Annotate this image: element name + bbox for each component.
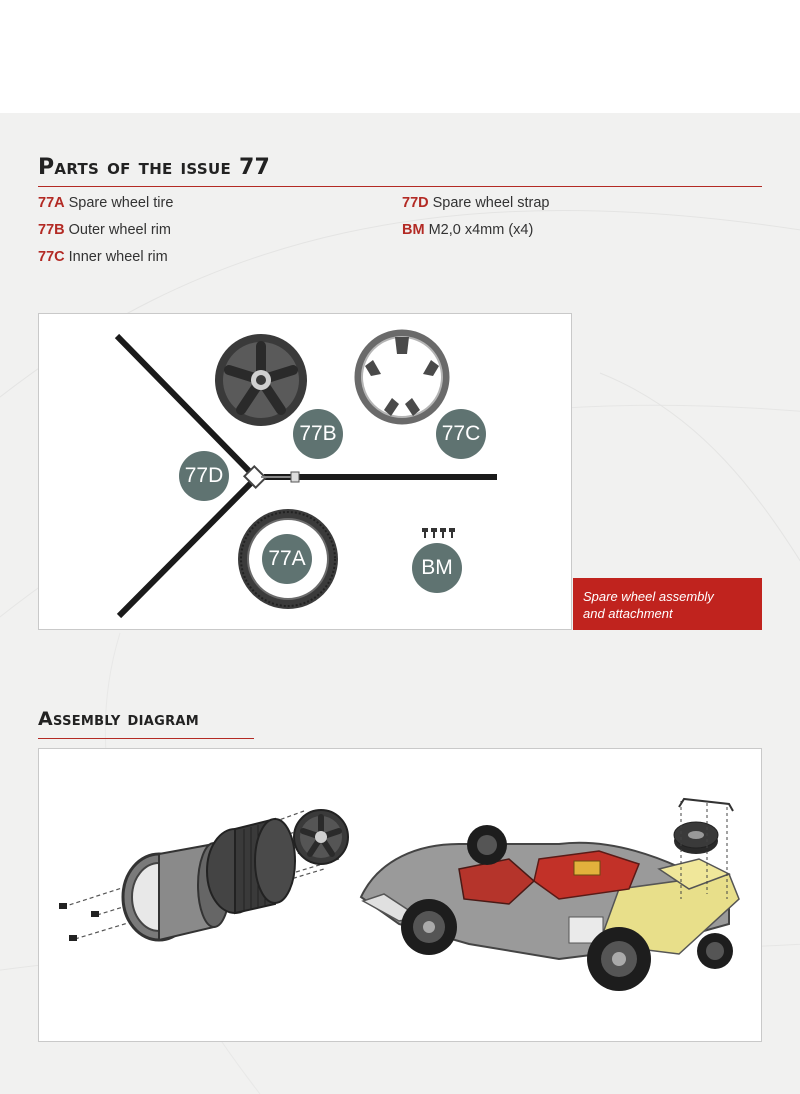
assembly-figure: [38, 748, 762, 1042]
part-item-77b: [38, 222, 171, 238]
part-label: Outer wheel rim: [68, 222, 171, 238]
exploded-wheel: [59, 810, 348, 941]
figure-caption: [573, 578, 762, 630]
outer-rim-illustration: [215, 334, 307, 426]
part-label: Inner wheel rim: [68, 249, 168, 265]
part-item-77d: [402, 195, 549, 211]
parts-figure: [38, 313, 572, 630]
part-label: M2,0 x4mm (x4): [428, 222, 534, 238]
car-illustration: [361, 799, 739, 991]
label-bubble-77b: 77B: [293, 409, 343, 459]
parts-heading-rule: [38, 186, 762, 187]
label-bubble-77c: 77C: [436, 409, 486, 459]
label-bubble-bm: BM: [412, 543, 462, 593]
caption-line: Spare wheel assembly: [583, 589, 714, 604]
top-margin: [0, 0, 800, 113]
part-code: 77C: [38, 249, 65, 265]
assembly-illustration: [39, 749, 763, 1043]
part-item-77c: [38, 249, 168, 265]
parts-illustration: [39, 314, 573, 631]
part-item-bm: [402, 222, 533, 238]
label-bubble-77d: 77D: [179, 451, 229, 501]
part-label: Spare wheel strap: [432, 195, 550, 211]
part-label: Spare wheel tire: [68, 195, 174, 211]
screws-illustration: [422, 528, 455, 538]
assembly-heading-rule: [38, 738, 254, 739]
caption-line: and attachment: [583, 606, 673, 621]
parts-heading: Parts of the issue 77: [38, 155, 271, 180]
part-code: 77A: [38, 195, 65, 211]
part-code: 77B: [38, 222, 65, 238]
part-item-77a: [38, 195, 173, 211]
label-bubble-77a: 77A: [262, 534, 312, 584]
inner-rim-illustration: [358, 333, 446, 421]
part-code: BM: [402, 222, 425, 238]
part-code: 77D: [402, 195, 429, 211]
assembly-heading: Assembly diagram: [38, 708, 200, 730]
